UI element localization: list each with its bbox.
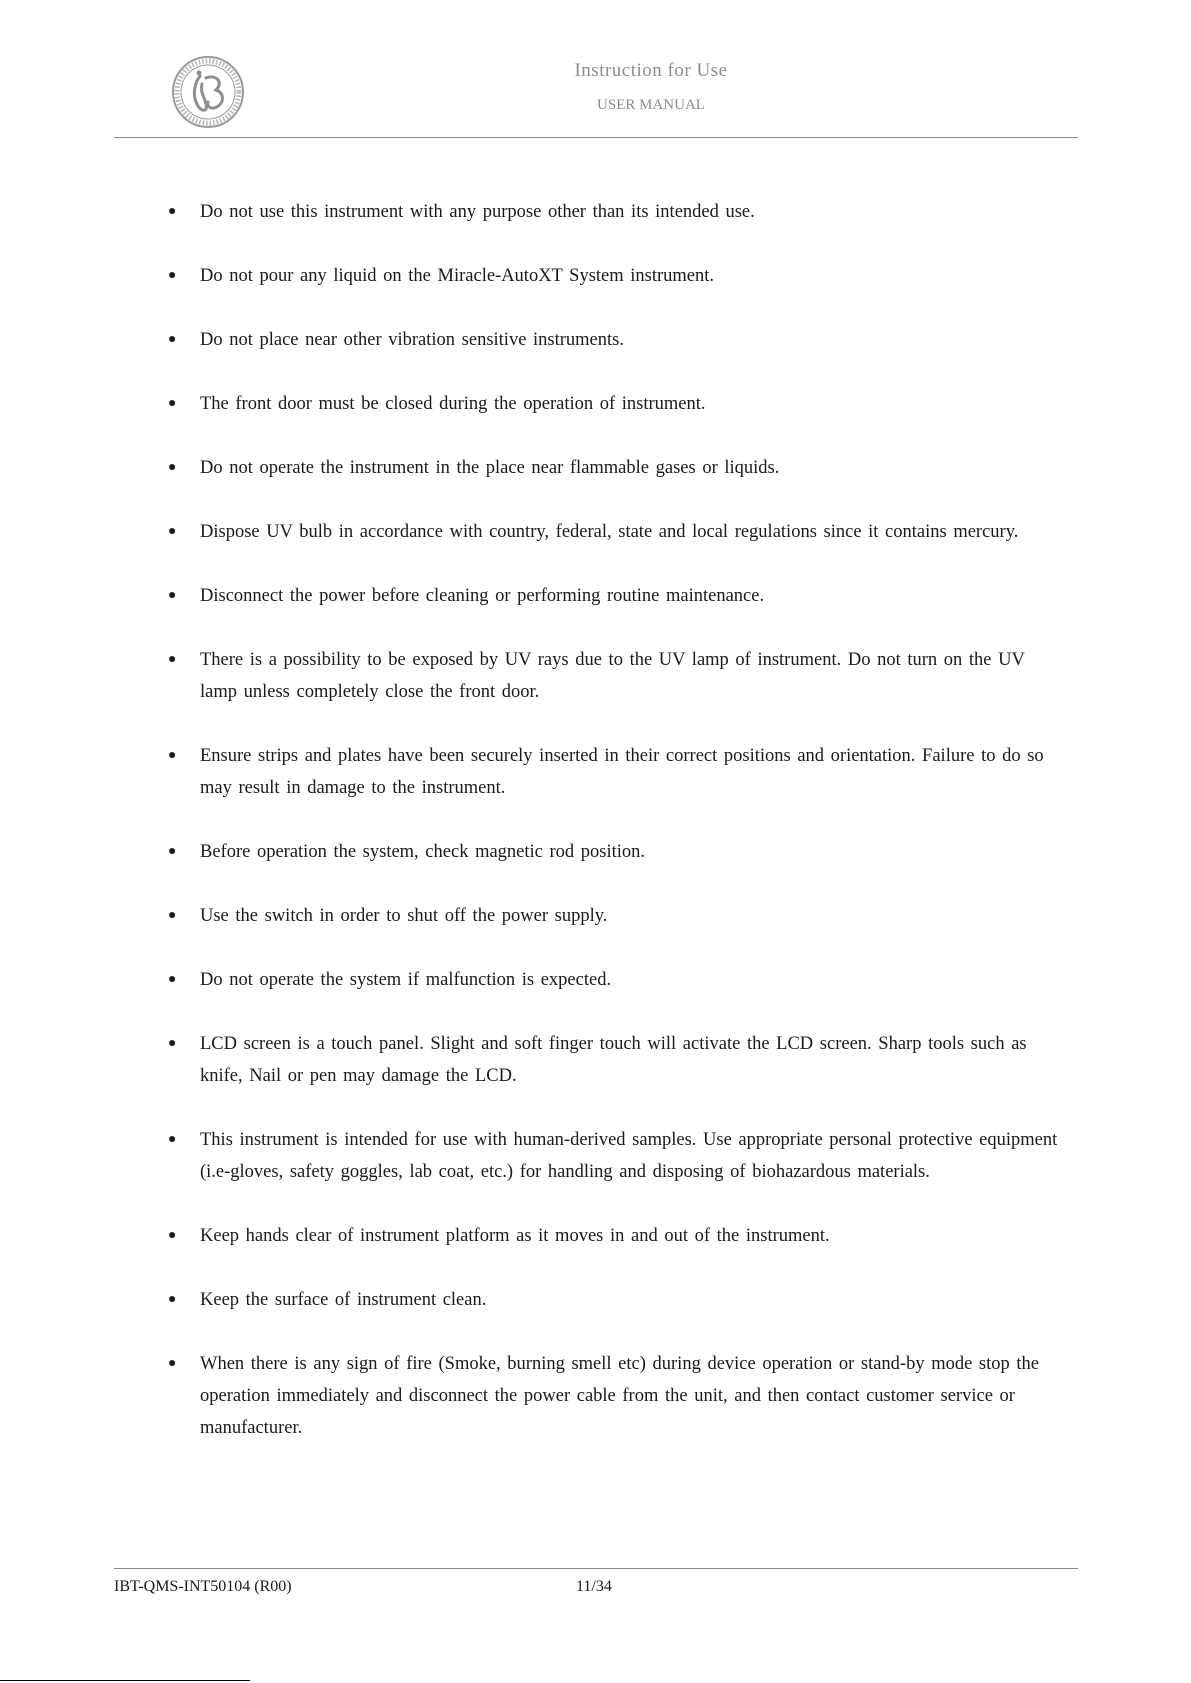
bottom-edge-line bbox=[0, 1680, 250, 1681]
bullet-icon: ● bbox=[168, 396, 177, 411]
list-item-text: Before operation the system, check magnetic rod position. bbox=[200, 842, 646, 862]
list-item bbox=[168, 516, 1068, 548]
list-item bbox=[168, 644, 1068, 708]
footer-divider bbox=[114, 1568, 1078, 1569]
list-item-text: Do not operate the system if malfunction is expected. bbox=[200, 970, 612, 990]
list-item bbox=[168, 1124, 1068, 1188]
list-item-text: Dispose UV bulb in accordance with country, federal, state and local regulations since it contains mercury. bbox=[200, 522, 1019, 542]
list-item-text: LCD screen is a touch panel. Slight and soft finger touch will activate the LCD screen. Sharp tools such as knife, Nail or pen may damage the LCD. bbox=[200, 1034, 1027, 1086]
list-item bbox=[168, 964, 1068, 996]
list-item bbox=[168, 1028, 1068, 1092]
list-item bbox=[168, 1284, 1068, 1316]
bullet-icon: ● bbox=[168, 588, 177, 603]
list-item bbox=[168, 452, 1068, 484]
list-item bbox=[168, 324, 1068, 356]
bullet-icon: ● bbox=[168, 1132, 177, 1147]
list-item bbox=[168, 1220, 1068, 1252]
bullet-icon: ● bbox=[168, 1228, 177, 1243]
bullet-icon: ● bbox=[168, 652, 177, 667]
list-item-text: Do not place near other vibration sensitive instruments. bbox=[200, 330, 624, 350]
list-item-text: Use the switch in order to shut off the power supply. bbox=[200, 906, 608, 926]
bullet-icon: ● bbox=[168, 748, 177, 763]
bullet-icon: ● bbox=[168, 460, 177, 475]
page-header bbox=[114, 0, 1078, 138]
list-item bbox=[168, 900, 1068, 932]
bullet-icon: ● bbox=[168, 524, 177, 539]
bullet-icon: ● bbox=[168, 1036, 177, 1051]
list-item-text: Keep hands clear of instrument platform as it moves in and out of the instrument. bbox=[200, 1226, 830, 1246]
header-subtitle: USER MANUAL bbox=[597, 97, 705, 113]
bullet-icon: ● bbox=[168, 204, 177, 219]
list-item-text: This instrument is intended for use with human-derived samples. Use appropriate personal protective equipment (i.e-gloves, safety goggles, lab coat, etc.) for handling and disposing of biohazardous materials. bbox=[200, 1130, 1058, 1182]
precautions-list bbox=[168, 196, 1068, 1476]
list-item-text: Disconnect the power before cleaning or performing routine maintenance. bbox=[200, 586, 765, 606]
list-item-text: Do not operate the instrument in the place near flammable gases or liquids. bbox=[200, 458, 780, 478]
bullet-icon: ● bbox=[168, 908, 177, 923]
list-item-text: Ensure strips and plates have been securely inserted in their correct positions and orientation. Failure to do so may result in damage to the instrument. bbox=[200, 746, 1044, 798]
bullet-icon: ● bbox=[168, 1292, 177, 1307]
list-item bbox=[168, 388, 1068, 420]
list-item-text: Keep the surface of instrument clean. bbox=[200, 1290, 487, 1310]
list-item bbox=[168, 740, 1068, 804]
header-title: Instruction for Use bbox=[574, 60, 728, 81]
list-item bbox=[168, 580, 1068, 612]
list-item bbox=[168, 836, 1068, 868]
bullet-icon: ● bbox=[168, 268, 177, 283]
list-item bbox=[168, 196, 1068, 228]
list-item bbox=[168, 1348, 1068, 1444]
bullet-icon: ● bbox=[168, 844, 177, 859]
list-item bbox=[168, 260, 1068, 292]
list-item-text: The front door must be closed during the operation of instrument. bbox=[200, 394, 706, 414]
bullet-icon: ● bbox=[168, 332, 177, 347]
list-item-text: There is a possibility to be exposed by UV rays due to the UV lamp of instrument. Do not turn on the UV lamp unless completely close the front door. bbox=[200, 650, 1025, 702]
document-id: IBT-QMS-INT50104 (R00) bbox=[114, 1578, 292, 1595]
bullet-icon: ● bbox=[168, 1356, 177, 1371]
list-item-text: Do not pour any liquid on the Miracle-AutoXT System instrument. bbox=[200, 266, 715, 286]
page-number: 11/34 bbox=[576, 1578, 612, 1595]
list-item-text: When there is any sign of fire (Smoke, burning smell etc) during device operation or stand-by mode stop the operation immediately and disconnect the power cable from the unit, and then contact customer service or manufacturer. bbox=[200, 1354, 1039, 1438]
bullet-icon: ● bbox=[168, 972, 177, 987]
list-item-text: Do not use this instrument with any purpose other than its intended use. bbox=[200, 202, 755, 222]
